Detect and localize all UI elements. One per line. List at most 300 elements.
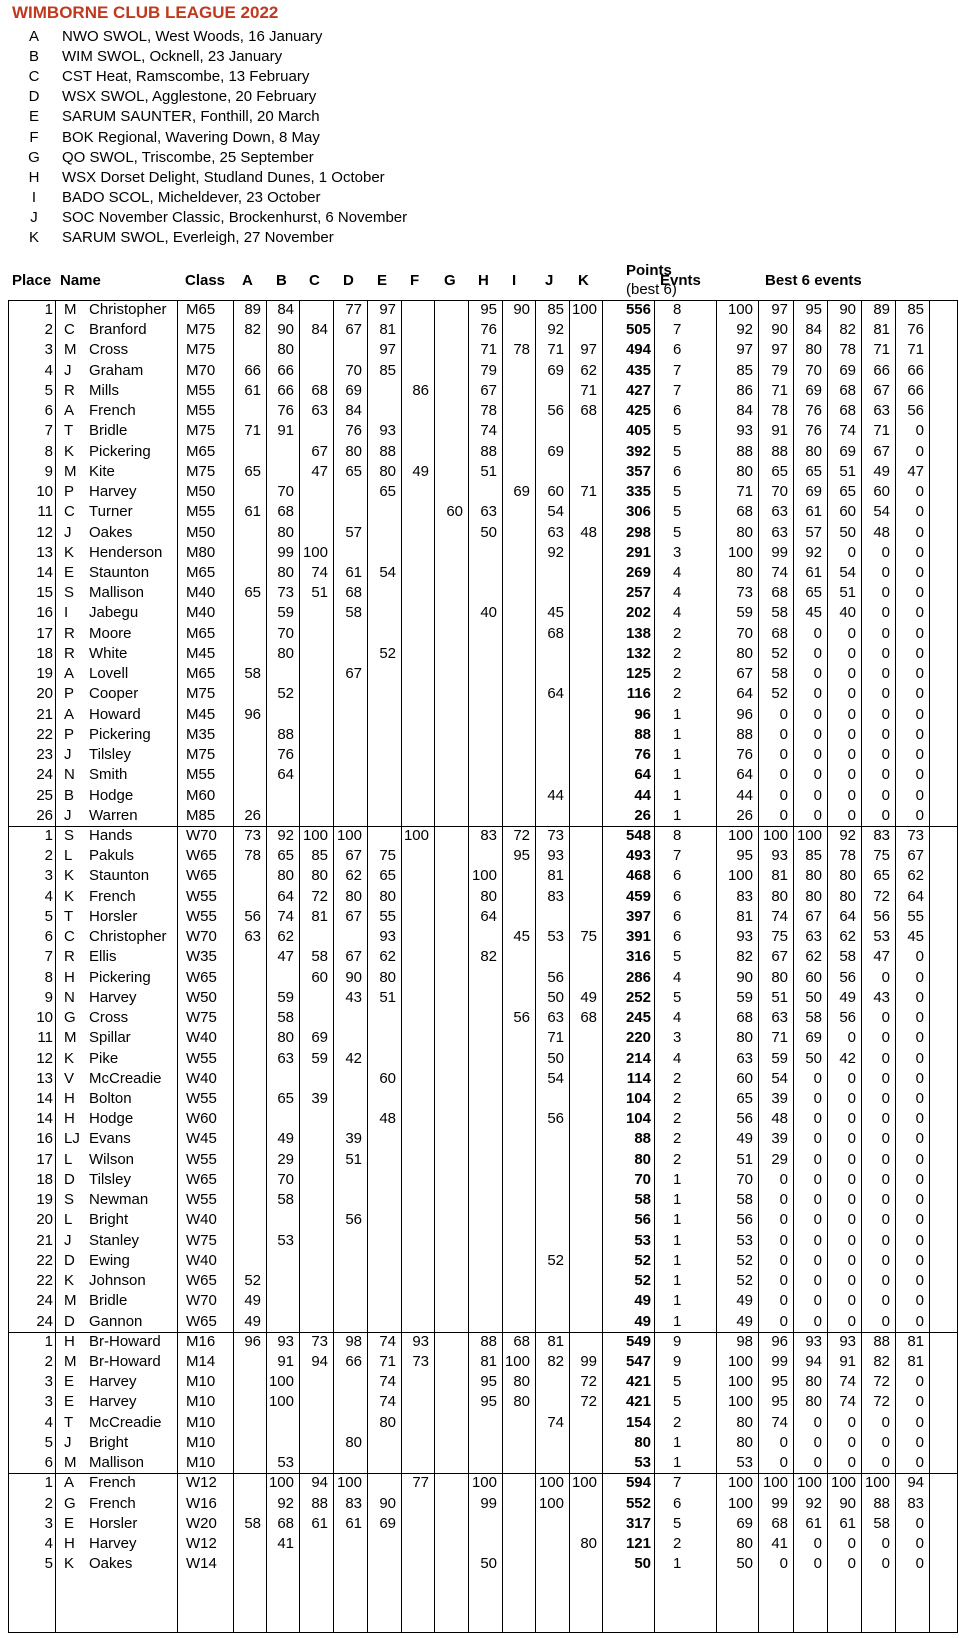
best-score-cell: 54 — [873, 503, 890, 521]
best-score-cell: 0 — [813, 685, 822, 703]
event-score-cell: 60 — [311, 968, 328, 986]
event-score-cell: 59 — [277, 604, 294, 622]
evnts-cell: 1 — [673, 1231, 682, 1249]
best-score-cell: 0 — [881, 604, 890, 622]
best-score-cell: 67 — [736, 665, 753, 683]
surname-cell: Tilsley — [89, 746, 131, 764]
best-score-cell: 71 — [771, 1029, 788, 1047]
best-score-cell: 82 — [839, 321, 856, 339]
best-score-cell: 86 — [736, 381, 753, 399]
best-score-cell: 65 — [805, 584, 822, 602]
best-score-cell: 0 — [847, 1130, 856, 1148]
best-score-cell: 92 — [839, 826, 856, 844]
class-cell: W20 — [186, 1514, 217, 1532]
best-score-cell: 80 — [736, 1413, 753, 1431]
column-divider — [895, 300, 896, 1633]
best-score-cell: 83 — [736, 887, 753, 905]
surname-cell: McCreadie — [89, 1069, 162, 1087]
best-score-cell: 67 — [907, 847, 924, 865]
initial-cell: S — [64, 1191, 75, 1209]
best-score-cell: 0 — [847, 1170, 856, 1188]
best-score-cell: 0 — [813, 766, 822, 784]
place-cell: 3 — [44, 1393, 53, 1411]
best-score-cell: 60 — [839, 503, 856, 521]
initial-cell: G — [64, 1009, 76, 1027]
points-cell: 306 — [625, 503, 651, 521]
best-score-cell: 39 — [771, 1089, 788, 1107]
points-cell: 56 — [634, 1211, 651, 1229]
points-cell: 202 — [625, 604, 651, 622]
best-score-cell: 80 — [839, 867, 856, 885]
table-row — [8, 339, 956, 360]
event-score-cell: 71 — [547, 341, 564, 359]
best-score-cell: 100 — [796, 1474, 822, 1492]
best-score-cell: 62 — [839, 928, 856, 946]
class-cell: M65 — [186, 624, 216, 642]
event-score-cell: 76 — [277, 746, 294, 764]
class-cell: M65 — [186, 301, 216, 318]
best-score-cell: 0 — [813, 1454, 822, 1472]
best-score-cell: 90 — [839, 301, 856, 318]
best-score-cell: 91 — [771, 422, 788, 440]
event-code: J — [30, 208, 38, 226]
best-score-cell: 93 — [736, 422, 753, 440]
best-score-cell: 78 — [839, 341, 856, 359]
best-score-cell: 93 — [736, 928, 753, 946]
initial-cell: J — [64, 1433, 72, 1451]
class-cell: W75 — [186, 1009, 217, 1027]
event-score-cell: 97 — [580, 341, 597, 359]
place-cell: 8 — [44, 442, 53, 460]
best-score-cell: 98 — [736, 1332, 753, 1350]
surname-cell: Horsler — [89, 1514, 138, 1532]
surname-cell: Pickering — [89, 725, 151, 743]
event-score-cell: 81 — [311, 907, 328, 925]
event-score-cell: 48 — [580, 523, 597, 541]
place-cell: 10 — [36, 1009, 53, 1027]
evnts-cell: 2 — [673, 1110, 682, 1128]
event-score-cell: 71 — [244, 422, 261, 440]
event-code: E — [28, 108, 39, 126]
best-score-cell: 0 — [915, 1535, 924, 1553]
best-score-cell: 63 — [873, 402, 890, 420]
class-cell: W75 — [186, 1231, 217, 1249]
points-cell: 405 — [625, 422, 651, 440]
event-header-j: J — [545, 272, 554, 289]
event-score-cell: 80 — [580, 1535, 597, 1553]
class-cell: W60 — [186, 1110, 217, 1128]
event-score-cell: 52 — [277, 685, 294, 703]
place-cell: 11 — [37, 503, 53, 521]
evnts-cell: 5 — [673, 442, 682, 460]
event-score-cell: 60 — [446, 503, 463, 521]
best-score-cell: 95 — [771, 1373, 788, 1391]
event-score-cell: 50 — [480, 523, 497, 541]
evnts-cell: 2 — [673, 1069, 682, 1087]
best-score-cell: 82 — [873, 1352, 890, 1370]
best-score-cell: 0 — [779, 1454, 788, 1472]
best-score-cell: 95 — [736, 847, 753, 865]
event-score-cell: 71 — [580, 381, 597, 399]
event-score-cell: 84 — [345, 402, 362, 420]
best-score-cell: 60 — [805, 968, 822, 986]
event-code: C — [28, 68, 40, 86]
event-score-cell: 80 — [277, 563, 294, 581]
event-score-cell: 68 — [311, 381, 328, 399]
surname-cell: Howard — [89, 705, 141, 723]
event-score-cell: 91 — [277, 422, 294, 440]
column-divider — [654, 300, 655, 1633]
best-score-cell: 93 — [771, 847, 788, 865]
event-score-cell: 47 — [277, 948, 294, 966]
event-score-cell: 52 — [547, 1251, 564, 1269]
event-score-cell: 56 — [244, 907, 261, 925]
class-cell: M80 — [186, 543, 216, 561]
event-score-cell: 54 — [547, 503, 564, 521]
best-score-cell: 68 — [771, 584, 788, 602]
best-score-cell: 0 — [915, 1433, 924, 1451]
best-score-cell: 51 — [771, 988, 788, 1006]
surname-cell: French — [89, 1474, 136, 1492]
column-divider — [827, 300, 828, 1633]
points-cell: 121 — [625, 1535, 651, 1553]
place-cell: 24 — [36, 1292, 53, 1310]
points-cell: 80 — [634, 1433, 651, 1451]
initial-cell: T — [64, 1413, 74, 1431]
best-score-cell: 0 — [813, 1170, 822, 1188]
best-score-cell: 0 — [881, 1272, 890, 1290]
best-score-cell: 81 — [907, 1352, 924, 1370]
evnts-cell: 7 — [673, 361, 682, 379]
best-score-cell: 0 — [779, 806, 788, 824]
best-score-cell: 80 — [771, 968, 788, 986]
event-score-cell: 88 — [480, 1332, 497, 1350]
best-score-cell: 88 — [771, 442, 788, 460]
initial-cell: L — [64, 1150, 73, 1168]
column-divider — [55, 300, 56, 1633]
event-item — [0, 86, 600, 107]
best-score-cell: 100 — [727, 1352, 753, 1370]
event-score-cell: 59 — [311, 1049, 328, 1067]
event-item — [0, 227, 600, 248]
class-cell: M50 — [186, 483, 216, 501]
best-score-cell: 0 — [813, 1312, 822, 1330]
place-cell: 5 — [44, 1433, 53, 1451]
best-score-cell: 84 — [736, 402, 753, 420]
points-cell: 298 — [625, 523, 651, 541]
points-cell: 494 — [625, 341, 651, 359]
best-score-cell: 65 — [771, 462, 788, 480]
event-score-cell: 70 — [277, 1170, 294, 1188]
best-score-cell: 59 — [736, 604, 753, 622]
best-score-cell: 80 — [805, 1373, 822, 1391]
best-score-cell: 95 — [805, 301, 822, 318]
evnts-cell: 6 — [673, 462, 682, 480]
class-cell: W55 — [186, 1191, 217, 1209]
class-cell: M85 — [186, 806, 216, 824]
event-score-cell: 68 — [277, 1514, 294, 1532]
event-score-cell: 81 — [547, 1332, 564, 1350]
event-score-cell: 41 — [277, 1535, 294, 1553]
table-row — [8, 886, 956, 907]
best-score-cell: 0 — [847, 1231, 856, 1249]
best-score-cell: 81 — [907, 1332, 924, 1350]
surname-cell: French — [89, 887, 136, 905]
column-divider — [367, 300, 368, 1633]
best-score-cell: 80 — [839, 887, 856, 905]
class-cell: M10 — [186, 1373, 216, 1391]
event-score-cell: 100 — [268, 1393, 294, 1411]
event-score-cell: 69 — [311, 1029, 328, 1047]
event-score-cell: 91 — [277, 1352, 294, 1370]
event-score-cell: 100 — [302, 826, 328, 844]
best-score-cell: 0 — [847, 1433, 856, 1451]
class-cell: W55 — [186, 1089, 217, 1107]
best-score-cell: 74 — [839, 1393, 856, 1411]
evnts-cell: 9 — [673, 1332, 682, 1350]
best-score-cell: 64 — [907, 887, 924, 905]
column-divider — [266, 300, 267, 1633]
best-score-cell: 0 — [915, 725, 924, 743]
event-score-cell: 100 — [538, 1474, 564, 1492]
event-score-cell: 80 — [345, 442, 362, 460]
best-score-cell: 0 — [915, 523, 924, 541]
best-score-cell: 74 — [839, 422, 856, 440]
best-score-cell: 51 — [839, 462, 856, 480]
initial-cell: M — [64, 1292, 77, 1310]
event-score-cell: 80 — [277, 867, 294, 885]
column-divider — [957, 300, 958, 1633]
event-score-cell: 95 — [480, 1393, 497, 1411]
event-score-cell: 100 — [571, 1474, 597, 1492]
initial-cell: J — [64, 361, 72, 379]
table-row — [8, 1391, 956, 1412]
points-cell: 391 — [625, 928, 651, 946]
event-code: F — [29, 128, 39, 146]
event-score-cell: 90 — [513, 301, 530, 318]
event-score-cell: 73 — [244, 826, 261, 844]
event-header-a: A — [242, 272, 253, 289]
event-score-cell: 66 — [244, 361, 261, 379]
points-cell: 138 — [625, 624, 651, 642]
event-score-cell: 71 — [580, 483, 597, 501]
class-header: Class — [185, 272, 226, 289]
best-score-cell: 71 — [873, 341, 890, 359]
table-row — [8, 1108, 956, 1129]
best-score-cell: 0 — [847, 1272, 856, 1290]
initial-cell: M — [64, 1352, 77, 1370]
best-score-cell: 0 — [881, 806, 890, 824]
best-score-cell: 0 — [881, 1231, 890, 1249]
best-score-cell: 71 — [873, 422, 890, 440]
best-score-cell: 80 — [736, 1029, 753, 1047]
event-score-cell: 52 — [379, 644, 396, 662]
table-row — [8, 987, 956, 1008]
initial-cell: K — [64, 1272, 75, 1290]
event-code: D — [28, 88, 40, 106]
row-divider — [8, 1473, 957, 1474]
best-score-cell: 0 — [881, 1029, 890, 1047]
event-score-cell: 66 — [277, 361, 294, 379]
surname-cell: Bridle — [89, 422, 128, 440]
best-score-cell: 53 — [736, 1454, 753, 1472]
best-score-cell: 0 — [915, 1413, 924, 1431]
class-cell: M65 — [186, 442, 216, 460]
event-score-cell: 39 — [311, 1089, 328, 1107]
table-row — [8, 441, 956, 462]
surname-cell: Christopher — [89, 301, 167, 318]
table-row — [8, 906, 956, 927]
best-score-cell: 39 — [771, 1130, 788, 1148]
points-cell: 125 — [625, 665, 651, 683]
event-score-cell: 67 — [345, 907, 362, 925]
event-description: WSX SWOL, Agglestone, 20 February — [62, 88, 317, 106]
initial-cell: H — [64, 968, 75, 986]
best-score-cell: 83 — [907, 1494, 924, 1512]
event-score-cell: 50 — [547, 1049, 564, 1067]
best-score-cell: 61 — [805, 503, 822, 521]
evnts-cell: 6 — [673, 1494, 682, 1512]
event-score-cell: 74 — [379, 1393, 396, 1411]
best-score-cell: 0 — [881, 1089, 890, 1107]
event-score-cell: 58 — [277, 1009, 294, 1027]
place-cell: 24 — [36, 766, 53, 784]
event-score-cell: 80 — [345, 887, 362, 905]
best-score-cell: 0 — [779, 786, 788, 804]
initial-cell: K — [64, 887, 75, 905]
best-score-cell: 64 — [839, 907, 856, 925]
event-score-cell: 64 — [547, 685, 564, 703]
initial-cell: T — [64, 422, 74, 440]
surname-cell: Cooper — [89, 685, 139, 703]
event-description: NWO SWOL, West Woods, 16 January — [62, 28, 323, 45]
event-score-cell: 58 — [277, 1191, 294, 1209]
points-cell: 116 — [626, 685, 651, 703]
surname-cell: Pakuls — [89, 847, 135, 865]
evnts-cell: 6 — [673, 867, 682, 885]
points-cell: 468 — [625, 867, 651, 885]
event-score-cell: 65 — [345, 462, 362, 480]
class-cell: M45 — [186, 705, 216, 723]
best-score-cell: 0 — [813, 1130, 822, 1148]
class-cell: M14 — [186, 1352, 216, 1370]
best-score-cell: 0 — [915, 1029, 924, 1047]
class-cell: W35 — [186, 948, 217, 966]
event-score-cell: 68 — [547, 624, 564, 642]
column-divider — [233, 300, 234, 1633]
evnts-cell: 2 — [673, 1089, 682, 1107]
best-score-cell: 0 — [915, 483, 924, 501]
evnts-cell: 5 — [673, 1514, 682, 1532]
surname-cell: Harvey — [89, 483, 137, 501]
class-cell: W45 — [186, 1130, 217, 1148]
best-score-cell: 61 — [805, 563, 822, 581]
event-score-cell: 75 — [379, 847, 396, 865]
surname-cell: Graham — [89, 361, 144, 379]
event-score-cell: 90 — [379, 1494, 396, 1512]
points-cell: 435 — [625, 361, 651, 379]
points-cell: 357 — [625, 462, 651, 480]
best-score-cell: 90 — [736, 968, 753, 986]
table-row — [8, 643, 956, 664]
event-score-cell: 63 — [480, 503, 497, 521]
initial-cell: D — [64, 1312, 75, 1330]
event-description: CST Heat, Ramscombe, 13 February — [62, 68, 310, 86]
best-score-cell: 100 — [727, 826, 753, 844]
table-row — [8, 461, 956, 482]
table-row — [8, 967, 956, 988]
best-score-cell: 65 — [873, 867, 890, 885]
best-score-cell: 0 — [881, 543, 890, 561]
column-divider — [468, 300, 469, 1633]
initial-cell: M — [64, 301, 77, 318]
event-item — [0, 187, 600, 208]
evnts-cell: 2 — [673, 1413, 682, 1431]
best-score-cell: 0 — [915, 644, 924, 662]
initial-cell: H — [64, 1110, 75, 1128]
initial-cell: M — [64, 1029, 77, 1047]
evnts-cell: 9 — [673, 1352, 682, 1370]
event-score-cell: 88 — [277, 725, 294, 743]
class-cell: M45 — [186, 644, 216, 662]
event-score-cell: 80 — [379, 887, 396, 905]
place-cell: 12 — [36, 523, 53, 541]
place-cell: 14 — [36, 563, 53, 581]
event-item — [0, 26, 600, 47]
best-score-cell: 0 — [847, 1211, 856, 1229]
place-cell: 22 — [36, 725, 53, 743]
surname-cell: Mallison — [89, 584, 145, 602]
best-score-cell: 0 — [881, 746, 890, 764]
event-score-cell: 100 — [504, 1352, 530, 1370]
best-score-cell: 93 — [839, 1332, 856, 1350]
event-item — [0, 127, 600, 148]
best-score-cell: 84 — [805, 321, 822, 339]
class-cell: W40 — [186, 1029, 217, 1047]
best-score-cell: 48 — [873, 523, 890, 541]
best-score-cell: 100 — [727, 543, 753, 561]
best-score-cell: 100 — [762, 826, 788, 844]
column-divider — [716, 300, 717, 1633]
best-score-cell: 47 — [873, 948, 890, 966]
best-score-cell: 94 — [907, 1474, 924, 1492]
best-score-cell: 100 — [727, 867, 753, 885]
best-score-cell: 0 — [915, 1312, 924, 1330]
column-divider — [569, 300, 570, 1633]
surname-cell: Mills — [89, 381, 119, 399]
best-score-cell: 0 — [915, 968, 924, 986]
best-score-cell: 0 — [847, 543, 856, 561]
table-row — [8, 1209, 956, 1230]
best-score-cell: 0 — [881, 665, 890, 683]
event-score-cell: 100 — [336, 1474, 362, 1492]
initial-cell: M — [64, 462, 77, 480]
best-score-cell: 88 — [736, 725, 753, 743]
best-score-cell: 80 — [805, 341, 822, 359]
best-score-cell: 67 — [771, 948, 788, 966]
column-divider — [535, 300, 536, 1633]
event-score-cell: 49 — [580, 988, 597, 1006]
table-row — [8, 1290, 956, 1311]
event-score-cell: 76 — [480, 321, 497, 339]
column-divider — [333, 300, 334, 1633]
event-score-cell: 64 — [480, 907, 497, 925]
best-score-cell: 49 — [873, 462, 890, 480]
best-score-cell: 0 — [881, 1251, 890, 1269]
points-cell: 49 — [634, 1292, 651, 1310]
table-row — [8, 299, 956, 320]
best-score-cell: 88 — [736, 442, 753, 460]
